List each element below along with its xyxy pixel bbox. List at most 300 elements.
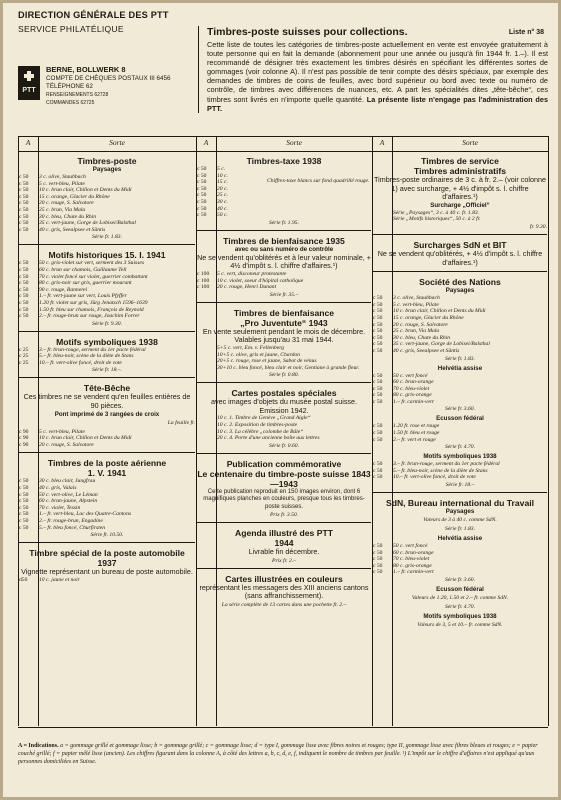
gum-code: c 100 xyxy=(197,284,210,291)
stamp-desc: 20 c. rouge, Henri Dunant xyxy=(217,284,277,291)
stamp-desc: 20+5 c. rouge, rose et jaune, Sabot de vénus xyxy=(217,358,317,365)
section-title: Timbres de service xyxy=(421,156,499,166)
stamp-desc: 15 c. orange, Glacier du Rhône xyxy=(39,193,110,200)
stamp-desc: Série „Motifs historiques“, 50 c. à 2 fr. xyxy=(393,216,481,223)
footer-lead: A = Indications. xyxy=(18,743,59,749)
disclaimer: La présente liste n'engage pas l'administration des PTT. xyxy=(207,94,548,113)
stamp-row xyxy=(19,293,195,300)
stamp-row xyxy=(197,352,371,359)
stamp-desc: 50 c. gris-violet sur vert, serment des 3 Suisses xyxy=(39,260,145,267)
price: Prix fr. 3.50. xyxy=(269,512,299,519)
section-subtitle: Helvétia assise xyxy=(437,364,483,372)
stamp-desc: 80 c. gris-orange xyxy=(393,392,432,399)
stamp-desc: 3 c. olive, Staubbach xyxy=(39,174,86,180)
gum-code: c 90 xyxy=(19,428,29,435)
stamp-row xyxy=(373,556,547,563)
section-title: Cartes illustrées en couleurs xyxy=(225,573,343,584)
stamp-row xyxy=(19,498,195,505)
gum-code: c 50 xyxy=(373,392,383,399)
price: La série complète de 13 cartes dans une pochette fr. 2.– xyxy=(221,601,347,608)
stamp-row xyxy=(19,187,195,194)
gum-code: c 50 xyxy=(19,260,29,267)
stamp-row xyxy=(19,194,195,201)
section-text: Timbres-poste ordinaires de 3 c. à fr. 2.– (voir colonne 1) avec surcharge, + 4½ d'impôt s. l. chiffre d'affaires.¹) xyxy=(374,175,546,202)
stamp-row xyxy=(373,216,547,223)
stamp-desc: 50 c. vert foncé xyxy=(393,372,428,379)
gum-code: c 50 xyxy=(373,569,383,576)
stamp-row xyxy=(19,200,195,207)
stamp-row xyxy=(373,550,547,557)
gum-code: c 50 xyxy=(373,379,383,386)
stamp-row xyxy=(373,399,547,406)
logo-text: PTT xyxy=(22,87,36,94)
stamp-row xyxy=(197,422,371,429)
stamp-desc: 20 c. rouge, S. Salvatore xyxy=(393,321,448,328)
section-subtitle: avec ou sans numéro de contrôle xyxy=(234,245,334,253)
stamp-desc: 1.50 fr. bleu et rouge xyxy=(393,430,440,437)
gum-code xyxy=(197,435,217,442)
section-text: représentant les messagers des XIII anciens cantons (sans affranchissement). xyxy=(199,582,369,601)
stamp-row xyxy=(373,348,547,355)
stamp-row xyxy=(373,379,547,386)
stamp-desc: 50 c. vert-olive, Le Léman xyxy=(39,491,98,498)
section-rule xyxy=(19,244,195,245)
gum-code: c 50 xyxy=(373,385,383,392)
series-price: Série fr. 18.–. xyxy=(92,367,122,374)
column-1 xyxy=(19,156,195,583)
stamp-desc: 10 c. violet, soeur d'hôpital catholique xyxy=(217,277,304,284)
gum-code: c 50 xyxy=(373,543,383,550)
stamp-desc: 1.50 fr. bleu sur chamois, François de Reynold xyxy=(39,306,144,313)
stamp-desc: 80 c. gris-noir sur gris, guerrier mourant xyxy=(39,280,132,287)
gum-code xyxy=(197,415,217,422)
orders-phone: COMMANDES 62725 xyxy=(46,100,95,106)
intro-text xyxy=(207,40,548,113)
series-price: fr. 9.30. xyxy=(529,223,547,230)
section-text: avec images d'objets du musée postal suisse. Emission 1942. xyxy=(211,397,357,415)
gum-code: c 50 xyxy=(373,321,383,328)
series-price: Série fr. 1.83. xyxy=(445,355,475,362)
section-title: Timbres de bienfaisance xyxy=(233,307,335,318)
gum-code xyxy=(373,216,393,223)
tax-block xyxy=(197,166,371,219)
stamp-desc: 30 c. xyxy=(217,198,228,205)
stamp-list xyxy=(19,478,195,531)
stamp-row xyxy=(373,386,547,393)
gum-code: c 50 xyxy=(19,485,29,492)
stamp-row xyxy=(197,199,267,206)
stamp-desc: 35 c. vert-jaune, Gorge de Lobisei/Balsthal xyxy=(39,220,136,227)
stamp-row xyxy=(373,308,547,315)
stamp-desc: 25 c. brun, Via Mala xyxy=(39,206,86,213)
stamp-desc: 10.– fr. vert-olive foncé, droit de vote xyxy=(39,359,122,366)
stamp-row xyxy=(19,220,195,227)
section-rule xyxy=(197,230,371,231)
stamp-desc: 1.– fr. carmin-vert xyxy=(393,569,434,576)
stamp-desc: 50 c. vert foncé xyxy=(393,543,428,550)
stamp-desc: 25 c. xyxy=(217,192,228,199)
section-rule xyxy=(19,377,195,378)
sheet-price-label: La feuille fr. xyxy=(167,419,195,426)
stamp-row xyxy=(197,345,371,352)
series-price: Série fr. 1.83. xyxy=(445,526,475,533)
stamp-row xyxy=(373,322,547,329)
gum-code: c 50 xyxy=(19,299,29,306)
stamp-desc: 35 c. vert-jaune, Gorge de Lobisei/Balsthal xyxy=(393,341,490,348)
stamp-desc: 40 c. gris, Seealpsee et Säntis xyxy=(393,347,460,354)
stamp-list xyxy=(373,373,547,406)
section-title: Société des Nations xyxy=(419,277,501,288)
stamp-desc: 70 c. bleu-violet xyxy=(393,385,430,392)
gum-code: c 50 xyxy=(373,328,383,335)
swiss-cross-logo xyxy=(18,66,40,100)
stamp-desc: 10 c. brun clair, Chillon et Dents du Midi xyxy=(39,187,132,194)
section-subtitle: Motifs symboliques 1938 xyxy=(423,453,497,461)
gum-code xyxy=(197,345,217,352)
gum-code: c 50 xyxy=(373,556,383,563)
stamp-desc: 10 c. xyxy=(217,172,228,179)
section-subtitle: Motifs symboliques 1938 xyxy=(423,613,497,620)
series-price: Série fr. 3.60. xyxy=(445,577,475,583)
stamp-desc: 80 c. gris-orange xyxy=(393,562,432,569)
section-rule xyxy=(373,271,547,272)
stamp-desc: 2.– fr. vert et rouge xyxy=(393,436,436,443)
stamp-desc: 30 c. bleu, Chute du Rhin xyxy=(393,334,451,341)
section-subtitle: 1944 xyxy=(274,538,294,549)
col-a-header: A xyxy=(379,138,385,147)
series-price: Série fr. 1.83. xyxy=(92,234,122,241)
section-title: Motifs historiques 15. I. 1941 xyxy=(48,250,166,261)
gum-code: c 50 xyxy=(373,372,383,379)
gum-code: c 50 xyxy=(19,180,29,187)
stamp-row xyxy=(19,429,195,436)
stamp-row xyxy=(197,212,267,219)
series-price: Série fr. 3.60. xyxy=(445,406,475,413)
gum-code: c 50 xyxy=(373,301,383,308)
gum-code: c 50 xyxy=(19,200,29,207)
stamp-list xyxy=(19,347,195,367)
stamp-desc: 5 c. vert-bleu, Pilate xyxy=(39,428,85,435)
section-subtitle: Paysages xyxy=(445,508,475,516)
stamp-desc: 2.– fr. rouge-brun, Engadine xyxy=(39,518,103,524)
stamp-desc: 5 c. xyxy=(217,166,226,172)
stamp-row xyxy=(197,284,371,291)
series-price: Série fr. 0.60. xyxy=(269,442,299,449)
section-title: Cartes postales spéciales xyxy=(231,388,337,399)
stamp-desc: 3 c. olive, Staubbach xyxy=(393,295,440,302)
section-subtitle: Timbres administratifs xyxy=(413,166,506,176)
col-sorte-header: Sorte xyxy=(109,138,125,147)
series-price: Série fr. 1.95. xyxy=(269,219,299,226)
list-number: Liste n° 38 xyxy=(508,29,544,36)
stamp-row xyxy=(19,525,195,532)
stamp-list xyxy=(19,429,195,449)
section-subtitle: Surcharge „Officiel“ xyxy=(430,201,490,209)
stamp-row xyxy=(19,442,195,449)
gum-code: c 50 xyxy=(373,423,383,430)
gum-code: d50 xyxy=(19,576,28,583)
section-rule xyxy=(197,302,371,303)
stamp-row xyxy=(19,174,195,181)
section-text: Cette publication reproduit en 150 images environ, dont 6 magnifiques planches en couleurs, presque tous les timbres-poste suisses. xyxy=(203,488,365,510)
col-sorte-header: Sorte xyxy=(462,138,478,147)
stamp-list xyxy=(19,174,195,233)
series-price: Série fr. 4.70. xyxy=(445,444,475,451)
section-subtitle: Paysages xyxy=(92,166,122,173)
stamp-row xyxy=(373,569,547,576)
stamp-row xyxy=(373,543,547,550)
stamp-desc: 3.– fr. brun-rouge, serment du 1er pacte fédéral xyxy=(39,346,146,353)
section-title: Agenda illustré des PTT xyxy=(235,528,333,539)
header-left xyxy=(18,10,193,34)
stamp-list xyxy=(197,345,371,371)
gum-code xyxy=(373,210,393,217)
info-phone: RENSEIGNEMENTS 62728 xyxy=(46,92,109,98)
section-text: Valeurs de 3, 5 et 10.– fr. comme SdN. xyxy=(417,622,503,628)
section-rule xyxy=(373,492,547,493)
gum-code: c 50 xyxy=(19,293,29,300)
stamp-list xyxy=(19,577,195,584)
gum-code: c 50 xyxy=(19,313,29,320)
stamp-desc: 60 c. brun-orange xyxy=(393,549,434,556)
stamp-row xyxy=(19,313,195,320)
stamp-desc: 5.– fr. bleu-noir, scène de la diète de Stans xyxy=(393,467,488,474)
stamp-row xyxy=(19,577,195,584)
section-text: Valeurs de 1.20, 1.50 et 2.– fr. comme SdN. xyxy=(411,595,509,601)
stamp-row xyxy=(373,430,547,437)
stamp-list xyxy=(373,210,547,223)
stamp-list xyxy=(197,415,371,441)
intro-paragraph: Cette liste de toutes les catégories de timbres-poste actuellement en vente est envoyée gratuitement à toute personne qui en fait la demande (abonnement pour une année ou jusqu'à fin 1944 fr. 1.–). Il est recommandé de désigner très exactement les timbres désirés en spécifiant les différentes sortes de gommages (voir colonne A). Il n'est pas possible de tenir compte des désirs spéciaux, par exemple des demandes de timbres de coins de feuilles, avec bord supérieur ou bord avec texte ou numéro de contrôle, de timbres avec différences de nuances, etc. A part les spécialités dites „tête-bêche“, ces timbres sont livrés en n'importe quelle quantité. xyxy=(207,40,548,104)
gum-code: c 50 xyxy=(373,341,383,348)
stamp-desc: 1.– fr. vert-jaune sur vert, Louis Pfyffer xyxy=(39,293,127,300)
stamp-row xyxy=(19,267,195,274)
section-text: Livrable fin décembre. xyxy=(248,547,320,557)
gum-code: c 50 xyxy=(373,308,383,315)
gum-code: c 50 xyxy=(19,220,29,227)
stamp-row xyxy=(19,260,195,267)
stamp-desc: 10 c. brun clair, Chillon et Dents du Midi xyxy=(393,308,486,315)
gum-code xyxy=(197,429,217,436)
stamp-desc: 10.– fr. vert-olive foncé, droit de vote xyxy=(393,474,476,481)
stamp-row xyxy=(19,280,195,287)
stamp-desc: 2.– fr. rouge-brun sur rouge, Joachim Forrer xyxy=(39,313,140,320)
gum-code xyxy=(197,352,217,359)
stamp-desc: 20 c. xyxy=(217,185,228,192)
stamp-row xyxy=(197,429,371,436)
stamp-row xyxy=(19,207,195,214)
stamp-desc: 10 c. 1. Timbre de Genève „Grand Aigle“ xyxy=(217,415,311,422)
footer-text: a = gommage grillé et gommage lisse; b = gommage grillé; c = gommage lisse; d = type I, gommage lisse avec fibres noires et rouges; type II, gommage lisse avec fibres bleues et rouges; e = papier couché grillé; f = papier mêlé lisse (ancien). Les chiffres figurant dans la colonne A, à côté des lettres a, b, c, d, e, f, indiquent le nombre de timbres par feuille. ¹) L'impôt sur le chiffre d'affaires n'est appliqué qu'aux personnes domiciliées en Suisse. xyxy=(18,743,538,765)
stamp-list xyxy=(373,461,547,481)
gum-code: c 50 xyxy=(19,498,29,505)
gum-code: c 50 xyxy=(373,461,383,468)
gum-code: c 100 xyxy=(197,277,210,284)
stamp-desc: 5 c. vert-bleu, Pilate xyxy=(39,180,85,187)
stamp-row xyxy=(197,179,267,186)
stamp-desc: 40 c. xyxy=(217,205,228,212)
stamp-desc: 70 c. violet foncé sur violet, guerrier combattant xyxy=(39,273,148,280)
gum-code: c 50 xyxy=(373,398,383,405)
stamp-list xyxy=(197,166,267,219)
address-block xyxy=(46,66,198,107)
stamp-row xyxy=(19,485,195,492)
stamp-desc: 20 c. 4. Porte d'une ancienne boîte aux lettres xyxy=(217,435,320,442)
stamp-row xyxy=(373,302,547,309)
stamp-desc: 60 c. brun-orange xyxy=(393,379,434,386)
gum-code: c 50 xyxy=(19,518,29,524)
stamp-desc: 70 c. violet, Tessin xyxy=(39,504,81,511)
stamp-row xyxy=(19,492,195,499)
stamp-desc: 30 c. bleu clair, Jungfrau xyxy=(39,478,96,485)
gum-code: c 50 xyxy=(373,549,383,556)
gum-code: c 50 xyxy=(19,206,29,213)
gum-code: c 50 xyxy=(197,205,207,212)
gum-code: c 90 xyxy=(19,435,29,442)
gum-code: c 50 xyxy=(197,185,207,192)
section-title: Surcharges SdN et BIT xyxy=(413,239,507,250)
gum-code: c 50 xyxy=(197,198,207,205)
gum-code: c 50 xyxy=(19,213,29,220)
section-title: Timbre spécial de la poste automobile 1937 xyxy=(29,548,185,569)
section-title: Timbres de la poste aérienne xyxy=(47,458,167,469)
series-price: Série fr. 9.30. xyxy=(92,320,122,327)
header-right xyxy=(198,26,548,113)
stamp-row xyxy=(373,373,547,380)
department-name: DIRECTION GÉNÉRALE DES PTT xyxy=(18,10,169,20)
price: Prix fr. 2.– xyxy=(272,557,296,564)
section-subtitle: Le centenaire du timbre-poste suisse 1843—1943 xyxy=(197,468,371,489)
stamp-row xyxy=(19,511,195,518)
gum-code: c 50 xyxy=(197,179,207,186)
series-price: Série fr. 4.70. xyxy=(445,604,475,610)
gum-code: c 50 xyxy=(197,192,207,199)
stamp-row xyxy=(373,328,547,335)
section-subtitle: Ecusson fédéral xyxy=(436,415,484,423)
column-divider xyxy=(548,136,549,726)
section-text: Ces timbres ne se vendent qu'en feuilles entières de 90 pièces. xyxy=(23,392,191,411)
section-title: Timbres de bienfaisance 1935 xyxy=(223,235,345,246)
stamp-row xyxy=(197,415,371,422)
header-rule xyxy=(18,136,548,137)
stamp-row xyxy=(19,478,195,485)
stamp-desc: 5.– fr. bleu-noir, scène de la diète de Stans xyxy=(39,353,134,360)
stamp-row xyxy=(19,274,195,281)
section-title: SdN, Bureau international du Travail xyxy=(385,498,535,509)
stamp-row xyxy=(373,335,547,342)
stamp-row xyxy=(19,214,195,221)
page-title: Timbres-poste suisses pour collections. xyxy=(207,26,408,38)
stamp-row xyxy=(373,474,547,481)
stamp-desc: 60 c. brun-jaune, Alpstein xyxy=(39,498,98,505)
stamp-row xyxy=(197,166,267,173)
gum-code: c 50 xyxy=(373,347,383,354)
gum-code: c 50 xyxy=(19,306,29,313)
gum-code: c 50 xyxy=(373,430,383,437)
section-subtitle: 1. V. 1941 xyxy=(87,468,127,479)
stamp-desc: 90 c. rouge, Bannerei xyxy=(39,286,88,293)
section-rule xyxy=(373,234,547,235)
gum-code: c 50 xyxy=(19,524,29,531)
stamp-desc: 15 c. xyxy=(217,179,228,186)
gum-code: c 50 xyxy=(373,474,383,481)
gum-code: c 50 xyxy=(373,562,383,569)
footer-rule xyxy=(18,727,548,728)
stamp-row xyxy=(19,518,195,525)
stamp-desc: 40 c. gris, Seealpsee et Säntis xyxy=(39,226,106,233)
stamp-desc: 10+5 c. olive, gris et jaune, Chardon xyxy=(217,351,300,358)
stamp-desc: 1.– fr. carmin-vert xyxy=(393,398,434,405)
section-subtitle: Paysages xyxy=(445,287,475,295)
stamp-row xyxy=(197,186,267,193)
column-header-rule xyxy=(18,151,548,152)
section-rule xyxy=(197,568,371,569)
gum-code: c 50 xyxy=(19,491,29,498)
gum-code xyxy=(197,365,217,372)
stamp-desc: 20 c. rouge, S. Salvatore xyxy=(39,441,94,448)
section-title: Timbres-taxe 1938 xyxy=(246,156,322,166)
cross-icon xyxy=(24,71,34,81)
stamp-desc: 5 c. vert, disconeur protestante xyxy=(217,270,287,277)
section-rule xyxy=(197,382,371,383)
section-title: Motifs symboliques 1938 xyxy=(56,336,158,347)
col-sorte-header: Sorte xyxy=(286,138,302,147)
footer-notes xyxy=(18,742,548,766)
stamp-desc: 30 c. bleu, Chute du Rhin xyxy=(39,213,97,220)
gum-code: c 50 xyxy=(197,212,207,219)
stamp-row xyxy=(19,353,195,360)
stamp-row xyxy=(197,365,371,372)
stamp-row xyxy=(19,435,195,442)
section-title: Tête-Bêche xyxy=(83,383,131,394)
stamp-row xyxy=(373,437,547,444)
stamp-row xyxy=(19,227,195,234)
stamp-desc: 5+5 c. vert, Em. v. Fellenberg xyxy=(217,344,284,351)
gum-code: c 25 xyxy=(19,359,29,366)
stamp-list xyxy=(373,295,547,354)
section-subtitle: Helvétia assise xyxy=(437,535,483,543)
gum-code: c 90 xyxy=(19,441,29,448)
stamp-row xyxy=(373,392,547,399)
column-3 xyxy=(373,156,547,631)
series-price: Série fr. 0.80. xyxy=(269,372,299,379)
stamp-desc: 3.– fr. brun-rouge, serment du 1er pacte fédéral xyxy=(393,461,500,468)
column-2 xyxy=(197,156,371,611)
stamp-row xyxy=(197,271,371,278)
stamp-row xyxy=(373,461,547,468)
stamp-desc: Série „Paysages“, 3 c. à 40 c. fr. 1.83. xyxy=(393,209,480,216)
series-price: Série fr. 18.– xyxy=(445,482,475,489)
stamp-desc: 70 c. bleu-violet xyxy=(393,556,430,563)
gum-code: c 50 xyxy=(19,273,29,280)
service-name: SERVICE PHILATÉLIQUE xyxy=(18,24,124,34)
phone: TÉLÉPHONE 62 xyxy=(46,83,93,90)
gum-code: c 50 xyxy=(19,280,29,287)
col-a-header: A xyxy=(25,138,31,147)
postal-account: COMPTE DE CHÈQUES POSTAUX III 6456 xyxy=(46,75,171,82)
section-rule xyxy=(197,522,371,523)
stamp-desc: 1.20 fr. rose et rouge xyxy=(393,423,440,430)
stamp-desc: 25 c. brun, Via Mala xyxy=(393,328,440,335)
section-text: Ne se vendent qu'oblitérés, + 4½ d'impôt s. l. chiffre d'affaires.¹) xyxy=(377,248,543,267)
gum-code: c 50 xyxy=(373,295,383,302)
stamp-desc: 1.20 fr. violet sur gris, Jürg Jenatsch 1596–1639 xyxy=(39,299,148,306)
gum-code: c 50 xyxy=(19,504,29,511)
section-text: Vignette représentant un bureau de poste automobile. xyxy=(21,567,193,577)
gum-code: c 25 xyxy=(19,346,29,353)
stamp-desc: 10 c. brun clair, Chillon et Dents du Midi xyxy=(39,435,132,442)
stamp-row xyxy=(197,173,267,180)
